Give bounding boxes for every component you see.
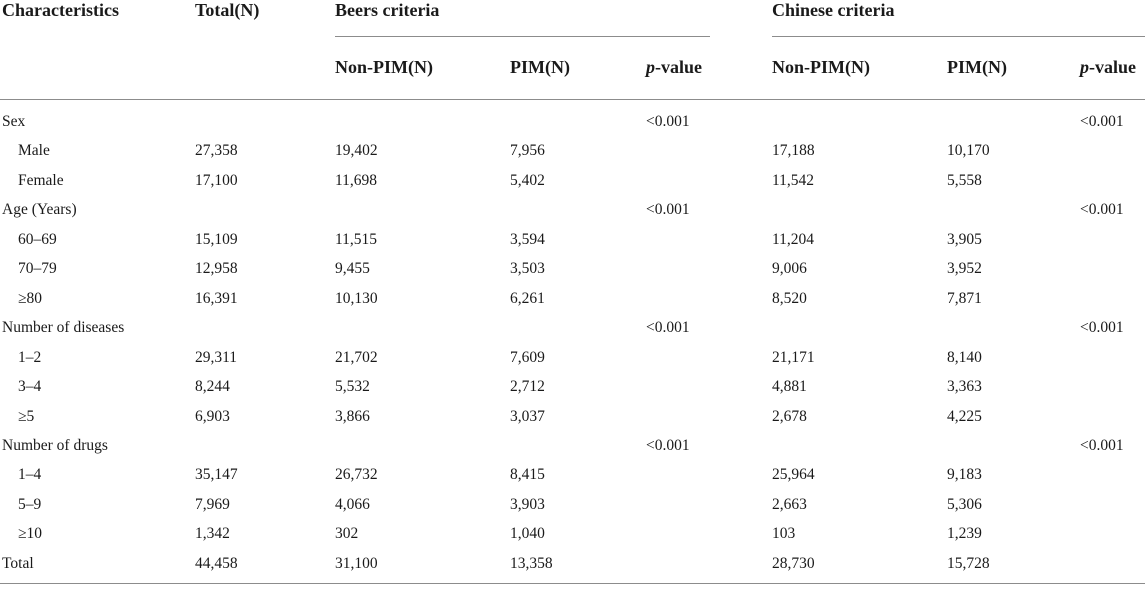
chinese-pim-cell: 4,225	[947, 407, 982, 425]
beers-pim-cell: 7,609	[510, 348, 545, 366]
header-total: Total(N)	[195, 0, 260, 20]
table-row	[0, 284, 1145, 313]
header-beers-criteria: Beers criteria	[335, 0, 440, 20]
table-row	[0, 343, 1145, 372]
header-beers-non-pim: Non-PIM(N)	[335, 57, 433, 77]
table-row	[0, 460, 1145, 489]
row-label: Female	[18, 171, 64, 189]
row-label: ≥80	[18, 289, 43, 307]
beers-non-pim-cell: 21,702	[335, 348, 378, 366]
chinese-pim-cell: 1,239	[947, 525, 982, 543]
table-row	[0, 431, 1145, 460]
row-label: 60–69	[18, 230, 57, 248]
total-cell: 1,342	[195, 525, 230, 543]
row-label: 70–79	[18, 260, 57, 278]
beers-non-pim-cell: 11,698	[335, 171, 378, 189]
row-label: Number of diseases	[2, 319, 125, 337]
beers-pim-cell: 13,358	[510, 554, 553, 572]
chinese-p-value-cell: <0.001	[1080, 201, 1124, 219]
beers-group-rule	[335, 36, 710, 37]
beers-non-pim-cell: 3,866	[335, 407, 370, 425]
row-label: Age (Years)	[2, 201, 77, 219]
beers-non-pim-cell: 10,130	[335, 289, 378, 307]
row-label: Total	[2, 554, 34, 572]
beers-pim-cell: 6,261	[510, 289, 545, 307]
row-label: 3–4	[18, 378, 42, 396]
total-cell: 7,969	[195, 495, 230, 513]
chinese-non-pim-cell: 11,204	[772, 230, 815, 248]
p-suffix: -value	[655, 57, 702, 77]
chinese-pim-cell: 3,363	[947, 378, 982, 396]
total-cell: 44,458	[195, 554, 238, 572]
header-chinese-pim: PIM(N)	[947, 57, 1007, 77]
beers-p-value-cell: <0.001	[646, 319, 690, 337]
beers-non-pim-cell: 31,100	[335, 554, 378, 572]
table-row	[0, 225, 1145, 254]
chinese-non-pim-cell: 28,730	[772, 554, 815, 572]
chinese-non-pim-cell: 103	[772, 525, 796, 543]
chinese-non-pim-cell: 9,006	[772, 260, 807, 278]
p-italic: p	[1080, 57, 1089, 77]
header-beers-p-value	[646, 57, 702, 78]
chinese-non-pim-cell: 25,964	[772, 466, 815, 484]
beers-pim-cell: 3,037	[510, 407, 545, 425]
header-chinese-non-pim: Non-PIM(N)	[772, 57, 870, 77]
beers-p-value-cell: <0.001	[646, 201, 690, 219]
header-characteristics: Characteristics	[2, 0, 119, 20]
chinese-non-pim-cell: 21,171	[772, 348, 815, 366]
row-label: Male	[18, 142, 50, 160]
p-italic: p	[646, 57, 655, 77]
total-cell: 17,100	[195, 171, 238, 189]
chinese-pim-cell: 9,183	[947, 466, 982, 484]
header-beers-pim: PIM(N)	[510, 57, 570, 77]
chinese-p-value-cell: <0.001	[1080, 436, 1124, 454]
beers-non-pim-cell: 26,732	[335, 466, 378, 484]
chinese-pim-cell: 10,170	[947, 142, 990, 160]
table-bottom-rule	[0, 583, 1145, 584]
table-row	[0, 195, 1145, 224]
table-row	[0, 254, 1145, 283]
total-cell: 8,244	[195, 378, 230, 396]
chinese-p-value-cell: <0.001	[1080, 113, 1124, 130]
beers-pim-cell: 8,415	[510, 466, 545, 484]
chinese-pim-cell: 5,558	[947, 171, 982, 189]
total-cell: 6,903	[195, 407, 230, 425]
row-label: 1–4	[18, 466, 42, 484]
beers-pim-cell: 3,594	[510, 230, 545, 248]
header-chinese-p-value	[1080, 57, 1136, 78]
chinese-non-pim-cell: 2,663	[772, 495, 807, 513]
total-cell: 15,109	[195, 230, 238, 248]
beers-pim-cell: 5,402	[510, 171, 545, 189]
beers-non-pim-cell: 5,532	[335, 378, 370, 396]
chinese-p-value-cell: <0.001	[1080, 319, 1124, 337]
row-label: 1–2	[18, 348, 42, 366]
total-cell: 35,147	[195, 466, 238, 484]
chinese-pim-cell: 7,871	[947, 289, 982, 307]
table-row	[0, 166, 1145, 195]
chinese-non-pim-cell: 2,678	[772, 407, 807, 425]
chinese-pim-cell: 3,952	[947, 260, 982, 278]
table-row	[0, 402, 1145, 431]
chinese-pim-cell: 15,728	[947, 554, 990, 572]
chinese-non-pim-cell: 11,542	[772, 171, 815, 189]
chinese-pim-cell: 5,306	[947, 495, 982, 513]
chinese-non-pim-cell: 17,188	[772, 142, 815, 160]
beers-pim-cell: 3,903	[510, 495, 545, 513]
beers-pim-cell: 7,956	[510, 142, 545, 160]
total-cell: 29,311	[195, 348, 238, 366]
beers-non-pim-cell: 4,066	[335, 495, 370, 513]
chinese-group-rule	[772, 36, 1145, 37]
row-label: ≥5	[18, 407, 35, 425]
row-label: 5–9	[18, 495, 42, 513]
beers-pim-cell: 3,503	[510, 260, 545, 278]
beers-p-value-cell: <0.001	[646, 436, 690, 454]
table-row	[0, 107, 1145, 136]
beers-p-value-cell: <0.001	[646, 113, 690, 130]
beers-non-pim-cell: 9,455	[335, 260, 370, 278]
header-bottom-rule	[0, 99, 1145, 100]
table-row	[0, 313, 1145, 342]
row-label: Sex	[2, 113, 26, 130]
chinese-non-pim-cell: 8,520	[772, 289, 807, 307]
beers-pim-cell: 2,712	[510, 378, 545, 396]
total-cell: 27,358	[195, 142, 238, 160]
chinese-non-pim-cell: 4,881	[772, 378, 807, 396]
table-row	[0, 519, 1145, 548]
beers-pim-cell: 1,040	[510, 525, 545, 543]
table-row	[0, 372, 1145, 401]
header-chinese-criteria: Chinese criteria	[772, 0, 895, 20]
p-suffix: -value	[1089, 57, 1136, 77]
beers-non-pim-cell: 11,515	[335, 230, 378, 248]
chinese-pim-cell: 3,905	[947, 230, 982, 248]
total-cell: 16,391	[195, 289, 238, 307]
row-label: ≥10	[18, 525, 43, 543]
chinese-pim-cell: 8,140	[947, 348, 982, 366]
beers-non-pim-cell: 19,402	[335, 142, 378, 160]
row-label: Number of drugs	[2, 436, 108, 454]
table-row	[0, 549, 1145, 578]
beers-non-pim-cell: 302	[335, 525, 359, 543]
table-row	[0, 490, 1145, 519]
total-cell: 12,958	[195, 260, 238, 278]
table-row	[0, 136, 1145, 165]
